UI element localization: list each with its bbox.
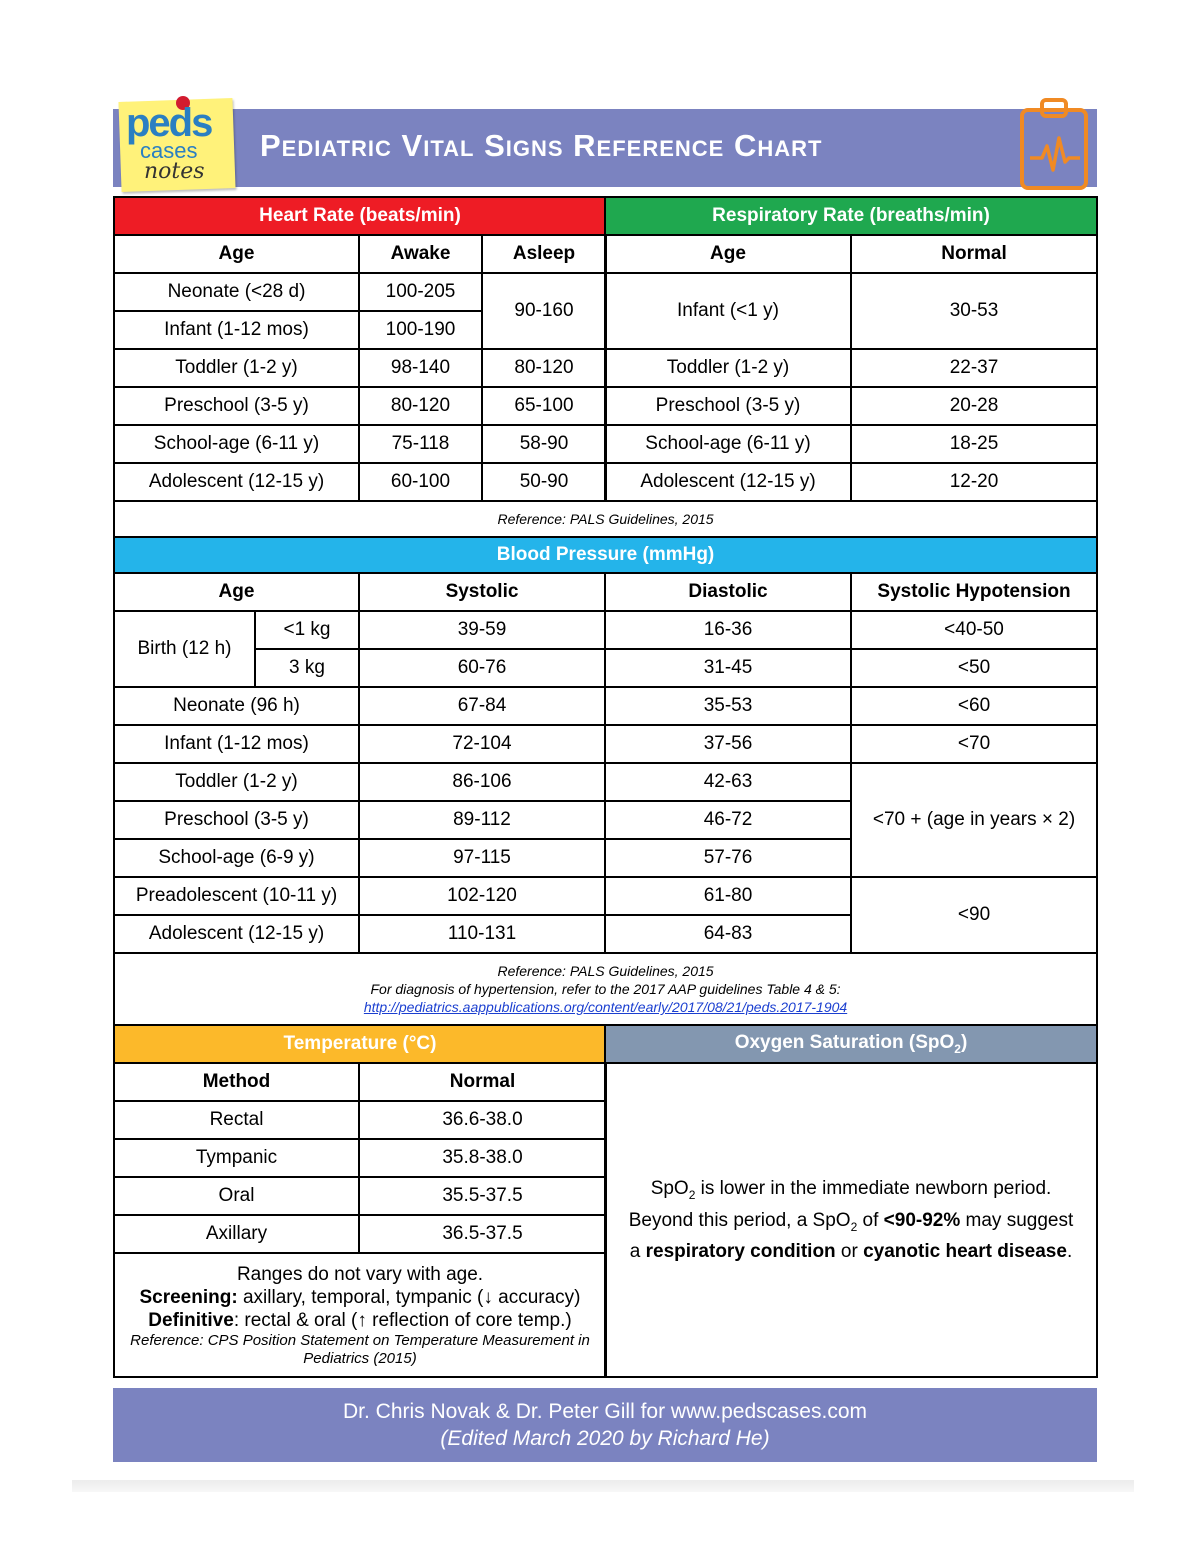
temp-method: Oral: [114, 1177, 359, 1215]
footer-authors: Dr. Chris Novak & Dr. Peter Gill for www.pedscases.com: [343, 1400, 867, 1423]
bp-reference: Reference: PALS Guidelines, 2015: [497, 963, 714, 979]
bp-col-systolic: Systolic: [359, 573, 605, 611]
spo2-line1: [620, 1176, 1082, 1208]
hr-asleep: 65-100: [482, 387, 606, 425]
bp-sub: 3 kg: [255, 649, 359, 687]
spo2-text: a: [629, 1241, 646, 1263]
rr-normal: 12-20: [851, 463, 1097, 501]
bp-diastolic: 61-80: [605, 877, 851, 915]
spo2-text: .: [1066, 1241, 1073, 1263]
bp-diastolic: 42-63: [605, 763, 851, 801]
table-row: [605, 463, 1097, 501]
rr-col-age: Age: [605, 235, 851, 273]
bp-diastolic: 31-45: [605, 649, 851, 687]
hr-asleep: 50-90: [482, 463, 606, 501]
bp-diastolic: 64-83: [605, 915, 851, 953]
bp-diastolic: 46-72: [605, 801, 851, 839]
spo2-threshold: <90-92%: [883, 1209, 961, 1231]
temp-reference: Reference: CPS Position Statement on Temperature Measurement in Pediatrics (2015): [130, 1331, 590, 1367]
table-row: [605, 273, 1097, 349]
rr-age: Adolescent (12-15 y): [605, 463, 851, 501]
hr-age: Toddler (1-2 y): [114, 349, 359, 387]
bp-sub: <1 kg: [255, 611, 359, 649]
bp-diastolic: 37-56: [605, 725, 851, 763]
temp-method: Rectal: [114, 1101, 359, 1139]
spo2-sub: 2: [688, 1187, 696, 1202]
table-row: [114, 349, 606, 387]
hr-age: Infant (1-12 mos): [114, 311, 359, 349]
table-row: [605, 349, 1097, 387]
table-row: [605, 387, 1097, 425]
table-row: [114, 687, 1097, 725]
temp-normal: 35.5-37.5: [359, 1177, 606, 1215]
oxygen-title-end: ): [960, 1032, 968, 1054]
hr-age: Neonate (<28 d): [114, 273, 359, 311]
hr-asleep: 80-120: [482, 349, 606, 387]
logo-text-peds: peds: [126, 101, 212, 145]
bp-systolic: 110-131: [359, 915, 605, 953]
table-row: [114, 425, 606, 463]
temp-screening-text: axillary, temporal, tympanic (↓ accuracy): [237, 1286, 581, 1308]
bp-systolic: 86-106: [359, 763, 605, 801]
respiratory-rate-title: Respiratory Rate (breaths/min): [605, 197, 1097, 235]
hr-age: Preschool (3-5 y): [114, 387, 359, 425]
hr-awake: 100-190: [359, 311, 482, 349]
temp-method: Axillary: [114, 1215, 359, 1253]
spo2-sub: 2: [850, 1219, 858, 1234]
rr-age: Preschool (3-5 y): [605, 387, 851, 425]
footer-banner: [113, 1388, 1097, 1462]
bp-age: Neonate (96 h): [114, 687, 359, 725]
spo2-text: of: [857, 1209, 884, 1231]
table-row: [114, 1177, 606, 1215]
table-row: [114, 463, 606, 501]
bp-hypo-merged-formula: <70 + (age in years × 2): [851, 763, 1097, 877]
rr-normal: 22-37: [851, 349, 1097, 387]
oxygen-title-sub: 2: [954, 1041, 961, 1056]
temperature-title: Temperature (°C): [114, 1025, 606, 1063]
bp-age: Adolescent (12-15 y): [114, 915, 359, 953]
hr-age: School-age (6-11 y): [114, 425, 359, 463]
bp-col-age: Age: [114, 573, 359, 611]
temp-normal: 36.6-38.0: [359, 1101, 606, 1139]
hr-asleep: 58-90: [482, 425, 606, 463]
bp-col-hypotension: Systolic Hypotension: [851, 573, 1097, 611]
oxygen-saturation-table: [604, 1024, 1098, 1378]
spo2-text: Beyond this period, a SpO: [628, 1209, 851, 1231]
table-row: [114, 387, 606, 425]
bp-reference-block: [114, 953, 1097, 1025]
heart-rate-table: [113, 196, 607, 502]
rr-normal: 30-53: [851, 273, 1097, 349]
page-shadow: [72, 1480, 1134, 1492]
hr-awake: 80-120: [359, 387, 482, 425]
table-row: [114, 611, 1097, 649]
table-row: [114, 1215, 606, 1253]
bp-age: Toddler (1-2 y): [114, 763, 359, 801]
hr-col-asleep: Asleep: [482, 235, 606, 273]
bp-age: Preschool (3-5 y): [114, 801, 359, 839]
bp-col-diastolic: Diastolic: [605, 573, 851, 611]
temp-screening-label: Screening:: [139, 1286, 238, 1308]
logo-text-cases: cases: [140, 138, 198, 163]
spo2-cyanotic: cyanotic heart disease: [863, 1241, 1067, 1263]
bp-systolic: 72-104: [359, 725, 605, 763]
hr-col-awake: Awake: [359, 235, 482, 273]
bp-diastolic: 35-53: [605, 687, 851, 725]
bp-systolic: 67-84: [359, 687, 605, 725]
logo: [120, 96, 236, 192]
clipboard-heartbeat-icon: [1016, 96, 1094, 192]
spo2-text: SpO: [650, 1177, 689, 1199]
oxygen-title-text: Oxygen Saturation (SpO: [734, 1032, 955, 1054]
blood-pressure-title: Blood Pressure (mmHg): [114, 537, 1097, 573]
rr-age: Toddler (1-2 y): [605, 349, 851, 387]
oxygen-description: [605, 1063, 1097, 1377]
bp-hypo: <40-50: [851, 611, 1097, 649]
temperature-table: [113, 1024, 607, 1378]
respiratory-rate-table: [604, 196, 1098, 502]
spo2-text: or: [835, 1241, 864, 1263]
bp-hypo: <70: [851, 725, 1097, 763]
bp-systolic: 102-120: [359, 877, 605, 915]
temperature-note: [114, 1253, 606, 1377]
reference-pals: Reference: PALS Guidelines, 2015: [114, 501, 1097, 537]
hr-awake: 75-118: [359, 425, 482, 463]
table-row: [114, 763, 1097, 801]
temp-normal: 36.5-37.5: [359, 1215, 606, 1253]
table-row: [114, 877, 1097, 915]
bp-age: Infant (1-12 mos): [114, 725, 359, 763]
bp-hypo: <60: [851, 687, 1097, 725]
rr-normal: 18-25: [851, 425, 1097, 463]
bp-hypertension-note: For diagnosis of hypertension, refer to the 2017 AAP guidelines Table 4 & 5:: [370, 981, 841, 997]
hr-asleep-merged: 90-160: [482, 273, 606, 349]
logo-text-notes: notes: [144, 159, 205, 184]
hr-age: Adolescent (12-15 y): [114, 463, 359, 501]
bp-hypo: <50: [851, 649, 1097, 687]
bp-age: School-age (6-9 y): [114, 839, 359, 877]
temp-method: Tympanic: [114, 1139, 359, 1177]
footer-edited: (Edited March 2020 by Richard He): [440, 1427, 770, 1450]
table-row: [114, 725, 1097, 763]
bp-birth-label: Birth (12 h): [114, 611, 255, 687]
bp-reference-link[interactable]: http://pediatrics.aappublications.org/content/early/2017/08/21/peds.2017-1904: [363, 999, 848, 1015]
page-title: Pediatric Vital Signs Reference Chart: [260, 128, 823, 163]
oxygen-title: [605, 1025, 1097, 1063]
spo2-line3: [620, 1239, 1082, 1264]
bp-diastolic: 57-76: [605, 839, 851, 877]
hr-awake: 60-100: [359, 463, 482, 501]
bp-systolic: 97-115: [359, 839, 605, 877]
spo2-line2: [620, 1208, 1082, 1240]
rr-age: School-age (6-11 y): [605, 425, 851, 463]
spo2-respiratory: respiratory condition: [645, 1241, 836, 1263]
table-row: [114, 273, 606, 311]
spo2-text: is lower in the immediate newborn period.: [695, 1177, 1052, 1199]
hr-col-age: Age: [114, 235, 359, 273]
temp-note-screening: [119, 1286, 601, 1309]
table-row: [114, 1101, 606, 1139]
temp-col-method: Method: [114, 1063, 359, 1101]
table-row: [114, 649, 1097, 687]
temp-col-normal: Normal: [359, 1063, 606, 1101]
bp-systolic: 89-112: [359, 801, 605, 839]
heart-rate-title: Heart Rate (beats/min): [114, 197, 606, 235]
hr-awake: 100-205: [359, 273, 482, 311]
table-row: [605, 425, 1097, 463]
temp-note-age: Ranges do not vary with age.: [236, 1263, 484, 1285]
rr-normal: 20-28: [851, 387, 1097, 425]
temp-note-definitive: [119, 1309, 601, 1332]
bp-hypo-merged-90: <90: [851, 877, 1097, 953]
hr-awake: 98-140: [359, 349, 482, 387]
spo2-text: may suggest: [960, 1209, 1074, 1231]
table-row: [114, 1139, 606, 1177]
bp-systolic: 39-59: [359, 611, 605, 649]
bp-systolic: 60-76: [359, 649, 605, 687]
bp-age: Preadolescent (10-11 y): [114, 877, 359, 915]
temp-normal: 35.8-38.0: [359, 1139, 606, 1177]
temp-definitive-label: Definitive: [148, 1309, 234, 1331]
temp-definitive-text: : rectal & oral (↑ reflection of core temp.): [233, 1309, 572, 1331]
bp-diastolic: 16-36: [605, 611, 851, 649]
blood-pressure-table: [113, 500, 1098, 1026]
rr-age: Infant (<1 y): [605, 273, 851, 349]
rr-col-normal: Normal: [851, 235, 1097, 273]
